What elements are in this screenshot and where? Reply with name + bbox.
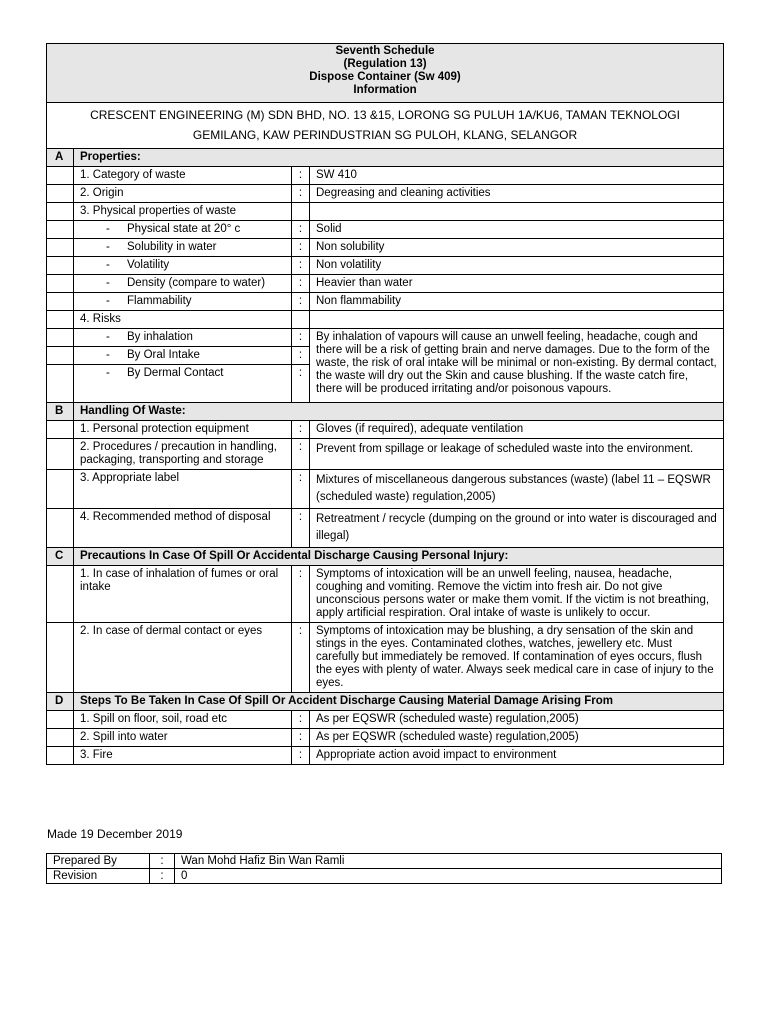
row-label: 1. Spill on floor, soil, road etc — [74, 711, 292, 729]
row-label: 1. In case of inhalation of fumes or oral intake — [74, 566, 292, 623]
row-label: - Flammability — [74, 293, 292, 311]
table-row — [47, 275, 724, 293]
row-label: - Solubility in water — [74, 239, 292, 257]
risks-description: By inhalation of vapours will cause an unwell feeling, headache, cough and there will be a risk of getting brain and nerve damages. Due to the form of the waste, the risk of oral intake will be minimal or non-existing. By dermal contact, the waste will dry out the Skin and cause blushing. If the waste catch fire, there will be produced irritating and/or poisonous vapours. — [310, 329, 724, 403]
dash-bullet: - — [106, 331, 110, 343]
colon-separator: : — [292, 623, 310, 693]
colon-separator: : — [292, 257, 310, 275]
row-label: - Density (compare to water) — [74, 275, 292, 293]
colon-separator: : — [292, 439, 310, 470]
row-value: Degreasing and cleaning activities — [310, 185, 724, 203]
row-value: As per EQSWR (scheduled waste) regulation,2005) — [310, 711, 724, 729]
section-b-header — [47, 403, 724, 421]
row-label: 2. Spill into water — [74, 729, 292, 747]
table-row — [47, 311, 724, 329]
schedule-header-row — [47, 44, 724, 103]
table-row — [47, 185, 724, 203]
row-value: As per EQSWR (scheduled waste) regulation,2005) — [310, 729, 724, 747]
row-label: 3. Appropriate label — [74, 470, 292, 509]
table-row — [47, 711, 724, 729]
container-title: Dispose Container (Sw 409) — [309, 71, 461, 83]
colon-separator: : — [292, 509, 310, 548]
row-label: 4. Recommended method of disposal — [74, 509, 292, 548]
dash-bullet: - — [106, 223, 110, 235]
section-title: Handling Of Waste: — [74, 403, 724, 421]
colon-separator: : — [292, 347, 310, 365]
section-c-header — [47, 548, 724, 566]
row-label: - By inhalation — [74, 329, 292, 347]
row-label: 1. Category of waste — [74, 167, 292, 185]
dash-bullet: - — [106, 259, 110, 271]
section-letter: B — [47, 403, 74, 421]
row-value: SW 410 — [310, 167, 724, 185]
dash-bullet: - — [106, 367, 110, 379]
company-address-line-2: GEMILANG, KAW PERINDUSTRIAN SG PULOH, KLANG, SELANGOR — [192, 128, 578, 142]
colon-separator: : — [292, 167, 310, 185]
colon-separator: : — [150, 869, 175, 884]
colon-separator: : — [292, 747, 310, 765]
signoff-table — [46, 853, 722, 884]
row-value: Mixtures of miscellaneous dangerous substances (waste) (label 11 – EQSWR (scheduled waste) regulation,2005) — [310, 470, 724, 509]
schedule-header — [47, 44, 724, 103]
table-row — [47, 221, 724, 239]
section-d-header — [47, 693, 724, 711]
company-row — [47, 103, 724, 149]
table-row — [47, 421, 724, 439]
revision-value: 0 — [175, 869, 722, 884]
table-row — [47, 509, 724, 548]
row-label: - By Dermal Contact — [74, 365, 292, 403]
row-label: 2. Procedures / precaution in handling, packaging, transporting and storage — [74, 439, 292, 470]
section-a-header — [47, 149, 724, 167]
prepared-by-value: Wan Mohd Hafiz Bin Wan Ramli — [175, 854, 722, 869]
table-row — [47, 293, 724, 311]
colon-separator: : — [150, 854, 175, 869]
row-value: Appropriate action avoid impact to environment — [310, 747, 724, 765]
table-row — [47, 854, 722, 869]
table-row — [47, 203, 724, 221]
row-value: Symptoms of intoxication may be blushing, a dry sensation of the skin and stings in the eyes. Contaminated clothes, watches, jewellery etc. Must carefully but immediately be removed. If contamination of eyes occurs, flush the eyes with plenty of water. Always seek medical care in case of injury to the eyes. — [310, 623, 724, 693]
dash-bullet: - — [106, 349, 110, 361]
table-row — [47, 729, 724, 747]
colon-separator: : — [292, 329, 310, 347]
colon-separator: : — [292, 239, 310, 257]
row-label: 4. Risks — [74, 311, 292, 329]
table-row — [47, 239, 724, 257]
section-letter: D — [47, 693, 74, 711]
table-row — [47, 747, 724, 765]
schedule-title: Seventh Schedule — [335, 45, 435, 57]
prepared-by-label: Prepared By — [47, 854, 150, 869]
colon-separator: : — [292, 729, 310, 747]
colon-separator: : — [292, 566, 310, 623]
table-row — [47, 623, 724, 693]
row-label: 1. Personal protection equipment — [74, 421, 292, 439]
row-label: - Physical state at 20° c — [74, 221, 292, 239]
section-letter: A — [47, 149, 74, 167]
row-label: 3. Physical properties of waste — [74, 203, 292, 221]
colon-separator: : — [292, 293, 310, 311]
section-title: Precautions In Case Of Spill Or Accidental Discharge Causing Personal Injury: — [74, 548, 724, 566]
row-value: Solid — [310, 221, 724, 239]
made-date: Made 19 December 2019 — [47, 827, 183, 841]
colon-separator: : — [292, 365, 310, 403]
company-address-line-1: CRESCENT ENGINEERING (M) SDN BHD, NO. 13 &15, LORONG SG PULUH 1A/KU6, TAMAN TEKNOLOGI — [90, 108, 680, 122]
colon-separator: : — [292, 470, 310, 509]
row-value: Retreatment / recycle (dumping on the ground or into water is discouraged and illegal) — [310, 509, 724, 548]
table-row — [47, 439, 724, 470]
table-row — [47, 566, 724, 623]
row-value: Non flammability — [310, 293, 724, 311]
section-title: Steps To Be Taken In Case Of Spill Or Accident Discharge Causing Material Damage Arising From — [74, 693, 724, 711]
table-row — [47, 470, 724, 509]
row-value: Heavier than water — [310, 275, 724, 293]
row-value: Symptoms of intoxication will be an unwell feeling, nausea, headache, coughing and vomiting. Remove the victim into fresh air. Do not give unconscious persons water or make them vomit. If the victim is not breathing, apply artificial respiration. Oral intake of waste is unlikely to occur. — [310, 566, 724, 623]
table-row — [47, 329, 724, 347]
row-label: 2. Origin — [74, 185, 292, 203]
row-value: Gloves (if required), adequate ventilation — [310, 421, 724, 439]
colon-separator: : — [292, 185, 310, 203]
row-label: - Volatility — [74, 257, 292, 275]
row-value: Non volatility — [310, 257, 724, 275]
table-row — [47, 869, 722, 884]
section-title: Properties: — [74, 149, 724, 167]
revision-label: Revision — [47, 869, 150, 884]
row-label: - By Oral Intake — [74, 347, 292, 365]
colon-separator: : — [292, 221, 310, 239]
table-row — [47, 257, 724, 275]
colon-separator: : — [292, 711, 310, 729]
information-title: Information — [353, 84, 417, 96]
company-address — [47, 103, 724, 149]
dash-bullet: - — [106, 277, 110, 289]
regulation-number: (Regulation 13) — [343, 58, 427, 70]
row-label: 2. In case of dermal contact or eyes — [74, 623, 292, 693]
row-value: Prevent from spillage or leakage of scheduled waste into the environment. — [310, 439, 724, 470]
table-row — [47, 167, 724, 185]
colon-separator: : — [292, 421, 310, 439]
waste-information-table — [46, 43, 724, 765]
row-label: 3. Fire — [74, 747, 292, 765]
colon-separator: : — [292, 275, 310, 293]
dash-bullet: - — [106, 241, 110, 253]
dash-bullet: - — [106, 295, 110, 307]
section-letter: C — [47, 548, 74, 566]
row-value: Non solubility — [310, 239, 724, 257]
